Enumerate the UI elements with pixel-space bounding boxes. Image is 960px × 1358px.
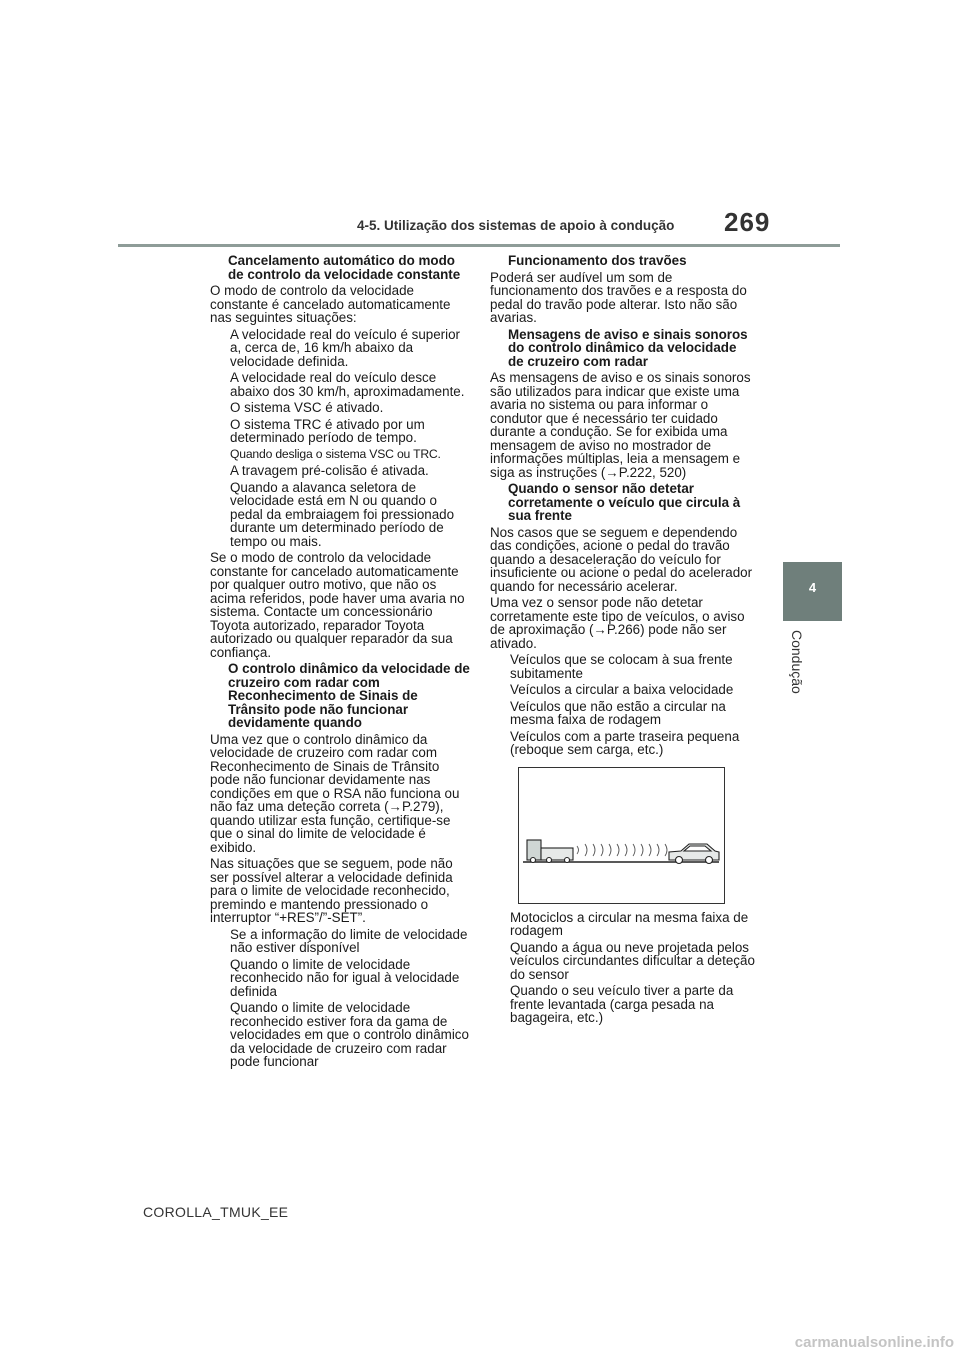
chapter-number: 4 <box>808 580 817 595</box>
heading-rsa: O controlo dinâmico da velocidade de cruzeiro com radar com Reconhecimento de Sinais de Trânsito pode não funcionar devidamente quando <box>228 661 470 730</box>
heading-sensor: Quando o sensor não detetar corretamente o veículo que circula à sua frente <box>508 481 741 523</box>
list-item: O sistema TRC é ativado por um determinado período de tempo. <box>230 416 425 445</box>
paragraph: Se o modo de controlo da velocidade constante for cancelado automaticamente por qualquer outro motivo, que não os acima referidos, pode haver uma avaria no sistema. Contacte um concessionário Toyota autorizado, reparador Toyota autorizado ou qualquer reparador da sua confiança. <box>210 550 465 660</box>
page-number: 269 <box>724 207 771 237</box>
illustration-truck-and-car <box>518 767 725 904</box>
heading-auto-cancel: Cancelamento automático do modo de controlo da velocidade constante <box>228 253 461 282</box>
list-item: Quando o limite de velocidade reconhecido estiver fora da gama de velocidades em que o controlo dinâmico da velocidade de cruzeiro com radar pode funcionar <box>230 1000 469 1069</box>
truck-icon <box>527 840 573 863</box>
watermark[interactable]: carmanualsonline.info <box>794 1334 954 1351</box>
list-item: Veículos que não estão a circular na mesma faixa de rodagem <box>510 698 726 727</box>
paragraph: O modo de controlo da velocidade constante é cancelado automaticamente nas seguintes situações: <box>210 283 451 325</box>
paragraph: Uma vez o sensor pode não detetar corretamente este tipo de veículos, o aviso de aproximação (→P.266) pode não ser ativado. <box>490 595 745 651</box>
list-item: A velocidade real do veículo desce abaixo dos 30 km/h, aproximadamente. <box>230 370 465 399</box>
list-item: Motociclos a circular na mesma faixa de rodagem <box>510 909 749 938</box>
header-divider <box>118 244 840 247</box>
list-item: A travagem pré-colisão é ativada. <box>230 463 429 478</box>
chapter-label: Condução <box>789 630 805 694</box>
list-item: Se a informação do limite de velocidade não estiver disponível <box>230 926 468 955</box>
list-item: Quando o seu veículo tiver a parte da frente levantada (carga pesada na bagageira, etc.) <box>510 983 734 1025</box>
radar-waves-icon <box>577 844 667 856</box>
car-icon <box>669 844 719 864</box>
list-item: Veículos com a parte traseira pequena (reboque sem carga, etc.) <box>510 728 740 757</box>
chapter-tab[interactable] <box>783 562 842 621</box>
paragraph: Nos casos que se seguem e dependendo das condições, acione o pedal do travão quando a desaceleração do veículo for insuficiente ou acione o pedal do acelerador quando for necessário acelerar. <box>490 524 753 594</box>
paragraph: Uma vez que o controlo dinâmico da velocidade de cruzeiro com radar com Reconhecimento de Sinais de Trânsito pode não funcionar devidamente nas condições em que o RSA não funciona ou não faz uma deteção correta (→P.279), quando utilizar esta função, certifique-se que o sinal do limite de velocidade é exibido. <box>210 731 460 855</box>
list-item: Veículos a circular a baixa velocidade <box>510 682 734 697</box>
list-item: O sistema VSC é ativado. <box>230 400 384 415</box>
left-column <box>210 254 470 1072</box>
list-item: Quando o limite de velocidade reconhecido não for igual à velocidade definida <box>230 956 460 999</box>
paragraph: Poderá ser audível um som de funcionamento dos travões e a resposta do pedal do travão pode alterar. Isto não são avarias. <box>490 269 747 325</box>
paragraph: Nas situações que se seguem, pode não ser possível alterar a velocidade definida para o limite de velocidade reconhecido, premindo e mantendo pressionado o interruptor “+RES”/”-SET”. <box>210 856 453 925</box>
list-item: Quando desliga o sistema VSC ou TRC. <box>230 446 441 461</box>
paragraph: As mensagens de aviso e os sinais sonoros são utilizados para indicar que existe uma avaria no sistema ou para informar o condutor que é necessário ter cuidado durante a condução. Se for exibida uma mensagem de aviso no mostrador de informações múltiplas, leia a mensagem e siga as instruções (→P.222, 520) <box>490 370 751 480</box>
list-item: A velocidade real do veículo é superior a, cerca de, 16 km/h abaixo da velocidade definida. <box>230 326 461 369</box>
list-item: Veículos que se colocam à sua frente subitamente <box>510 652 733 681</box>
section-title: 4-5. Utilização dos sistemas de apoio à condução <box>357 218 675 233</box>
right-column <box>490 254 755 1028</box>
list-item: Quando a água ou neve projetada pelos veículos circundantes dificultar a deteção do sensor <box>510 939 755 982</box>
heading-warnings: Mensagens de aviso e sinais sonoros do controlo dinâmico da velocidade de cruzeiro com radar <box>508 326 748 369</box>
list-item: Quando a alavanca seletora de velocidade está em N ou quando o pedal da embraiagem foi pressionado durante um determinado período de tempo ou mais. <box>230 479 455 549</box>
footer-code: COROLLA_TMUK_EE <box>143 1204 289 1220</box>
heading-brakes: Funcionamento dos travões <box>508 253 687 268</box>
